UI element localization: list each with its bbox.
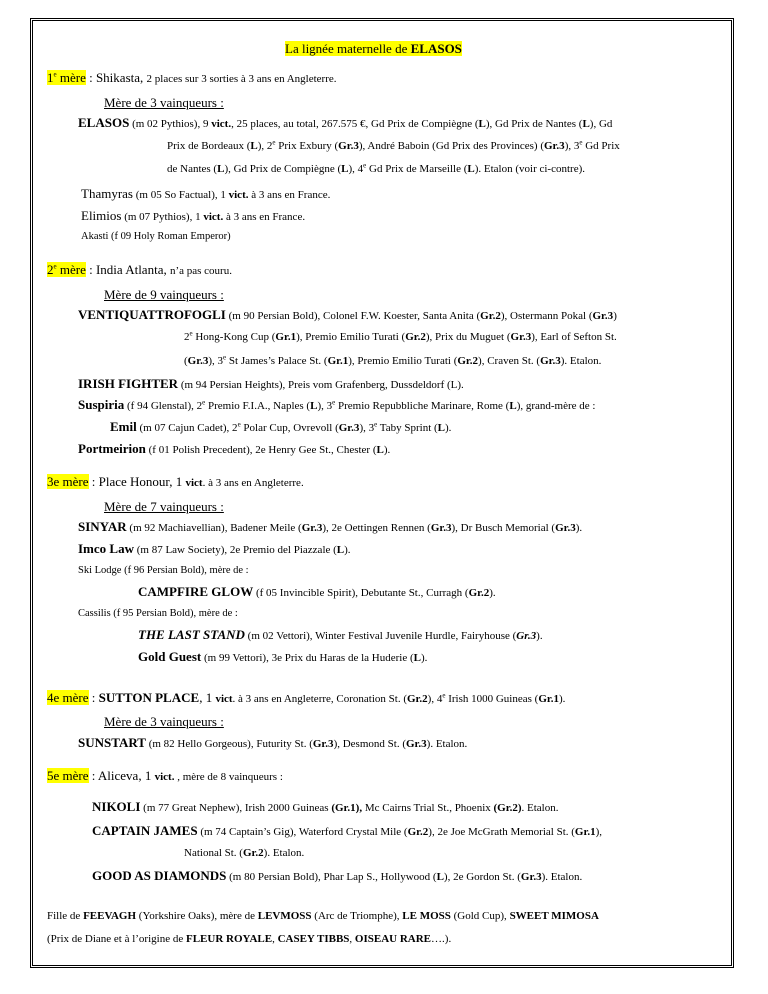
the-last-stand-entry: THE LAST STAND (m 02 Vettori), Winter Festival Juvenile Hurdle, Fairyhouse (Gr.3).	[138, 627, 543, 642]
elimios-entry: Elimios (m 07 Pythios), 1 vict. à 3 ans en France.	[81, 208, 306, 223]
sinyar-entry: SINYAR (m 92 Machiavellian), Badener Meile (Gr.3), 2e Oettingen Rennen (Gr.3), Dr Busch Memorial (Gr.3).	[78, 519, 583, 534]
section-4-heading: 4e mère : SUTTON PLACE, 1 vict. à 3 ans en Angleterre, Coronation St. (Gr.2), 4e Irish 1000 Guineas (Gr.1).	[47, 690, 566, 705]
emil-entry: Emil (m 07 Cajun Cadet), 2e Polar Cup, Ovrevoll (Gr.3), 3e Taby Sprint (L).	[110, 419, 452, 434]
ventiquattrofogli-entry-line-2: 2e Hong-Kong Cup (Gr.1), Premio Emilio Turati (Gr.2), Prix du Muguet (Gr.3), Earl of Sefton St.	[184, 329, 617, 343]
section-5-heading: 5e mère : Aliceva, 1 vict. , mère de 8 vainqueurs :	[47, 768, 283, 783]
irish-fighter-entry: IRISH FIGHTER (m 94 Persian Heights), Preis vom Grafenberg, Dussdeldorf (L).	[78, 376, 464, 391]
akasti-entry: Akasti (f 09 Holy Roman Emperor)	[81, 231, 231, 242]
generation-label: 3e mère	[47, 474, 89, 489]
generation-label: 2e mère	[47, 262, 86, 277]
cassilis-entry: Cassilis (f 95 Persian Bold), mère de :	[78, 608, 238, 619]
mother-of-label: Mère de 7 vainqueurs :	[104, 499, 224, 514]
generation-label: 4e mère	[47, 690, 89, 705]
section-1-heading: 1e mère : Shikasta, 2 places sur 3 sorties à 3 ans en Angleterre.	[47, 70, 337, 85]
page-title: La lignée maternelle de ELASOS	[285, 41, 462, 56]
imco-law-entry: Imco Law (m 87 Law Society), 2e Premio del Piazzale (L).	[78, 541, 351, 556]
ventiquattrofogli-entry: VENTIQUATTROFOGLI (m 90 Persian Bold), Colonel F.W. Koester, Santa Anita (Gr.2), Ostermann Pokal (Gr.3)	[78, 307, 617, 322]
generation-label: 5e mère	[47, 768, 89, 783]
thamyras-entry: Thamyras (m 05 So Factual), 1 vict. à 3 ans en France.	[81, 186, 331, 201]
campfire-glow-entry: CAMPFIRE GLOW (f 05 Invincible Spirit), Debutante St., Curragh (Gr.2).	[138, 584, 496, 599]
gold-guest-entry: Gold Guest (m 99 Vettori), 3e Prix du Haras de la Huderie (L).	[138, 649, 428, 664]
section-3-heading: 3e mère : Place Honour, 1 vict. à 3 ans en Angleterre.	[47, 474, 304, 489]
good-as-diamonds-entry: GOOD AS DIAMONDS (m 80 Persian Bold), Phar Lap S., Hollywood (L), 2e Gordon St. (Gr.3). Etalon.	[92, 868, 583, 883]
section-2-heading: 2e mère : India Atlanta, n’a pas couru.	[47, 262, 232, 277]
nikoli-entry: NIKOLI (m 77 Great Nephew), Irish 2000 Guineas (Gr.1), Mc Cairns Trial St., Phoenix (Gr.2). Etalon.	[92, 799, 559, 814]
elasos-entry: ELASOS (m 02 Pythios), 9 vict., 25 places, au total, 267.575 €, Gd Prix de Compiègne (L), Gd Prix de Nantes (L), Gd	[78, 115, 613, 130]
generation-label: 1e mère	[47, 70, 86, 85]
feevagh-note-line-2: (Prix de Diane et à l’origine de FLEUR ROYALE, CASEY TIBBS, OISEAU RARE….).	[47, 933, 452, 945]
captain-james-entry: CAPTAIN JAMES (m 74 Captain’s Gig), Waterford Crystal Mile (Gr.2), 2e Joe McGrath Memorial St. (Gr.1),	[92, 823, 603, 838]
elasos-entry-line-2: Prix de Bordeaux (L), 2e Prix Exbury (Gr.3), André Baboin (Gd Prix des Provinces) (Gr.3), 3e Gd Prix	[167, 138, 620, 152]
mother-of-label: Mère de 3 vainqueurs :	[104, 95, 224, 110]
suspiria-entry: Suspiria (f 94 Glenstal), 2e Premio F.I.A., Naples (L), 3e Premio Repubbliche Marinare, Rome (L), grand-mère de :	[78, 397, 596, 412]
sunstart-entry: SUNSTART (m 82 Hello Gorgeous), Futurity St. (Gr.3), Desmond St. (Gr.3). Etalon.	[78, 735, 468, 750]
ski-lodge-entry: Ski Lodge (f 96 Persian Bold), mère de :	[78, 565, 249, 576]
elasos-entry-line-3: de Nantes (L), Gd Prix de Compiègne (L), 4e Gd Prix de Marseille (L). Etalon (voir ci-contre).	[167, 161, 585, 175]
ventiquattrofogli-entry-line-3: (Gr.3), 3e St James’s Palace St. (Gr.1), Premio Emilio Turati (Gr.2), Craven St. (Gr.3). Etalon.	[184, 353, 602, 367]
captain-james-entry-line-2: National St. (Gr.2). Etalon.	[184, 847, 305, 859]
portmeirion-entry: Portmeirion (f 01 Polish Precedent), 2e Henry Gee St., Chester (L).	[78, 441, 391, 456]
feevagh-note: Fille de FEEVAGH (Yorkshire Oaks), mère de LEVMOSS (Arc de Triomphe), LE MOSS (Gold Cup), SWEET MIMOSA	[47, 910, 599, 922]
mother-of-label: Mère de 3 vainqueurs :	[104, 714, 224, 729]
mother-of-label: Mère de 9 vainqueurs :	[104, 287, 224, 302]
